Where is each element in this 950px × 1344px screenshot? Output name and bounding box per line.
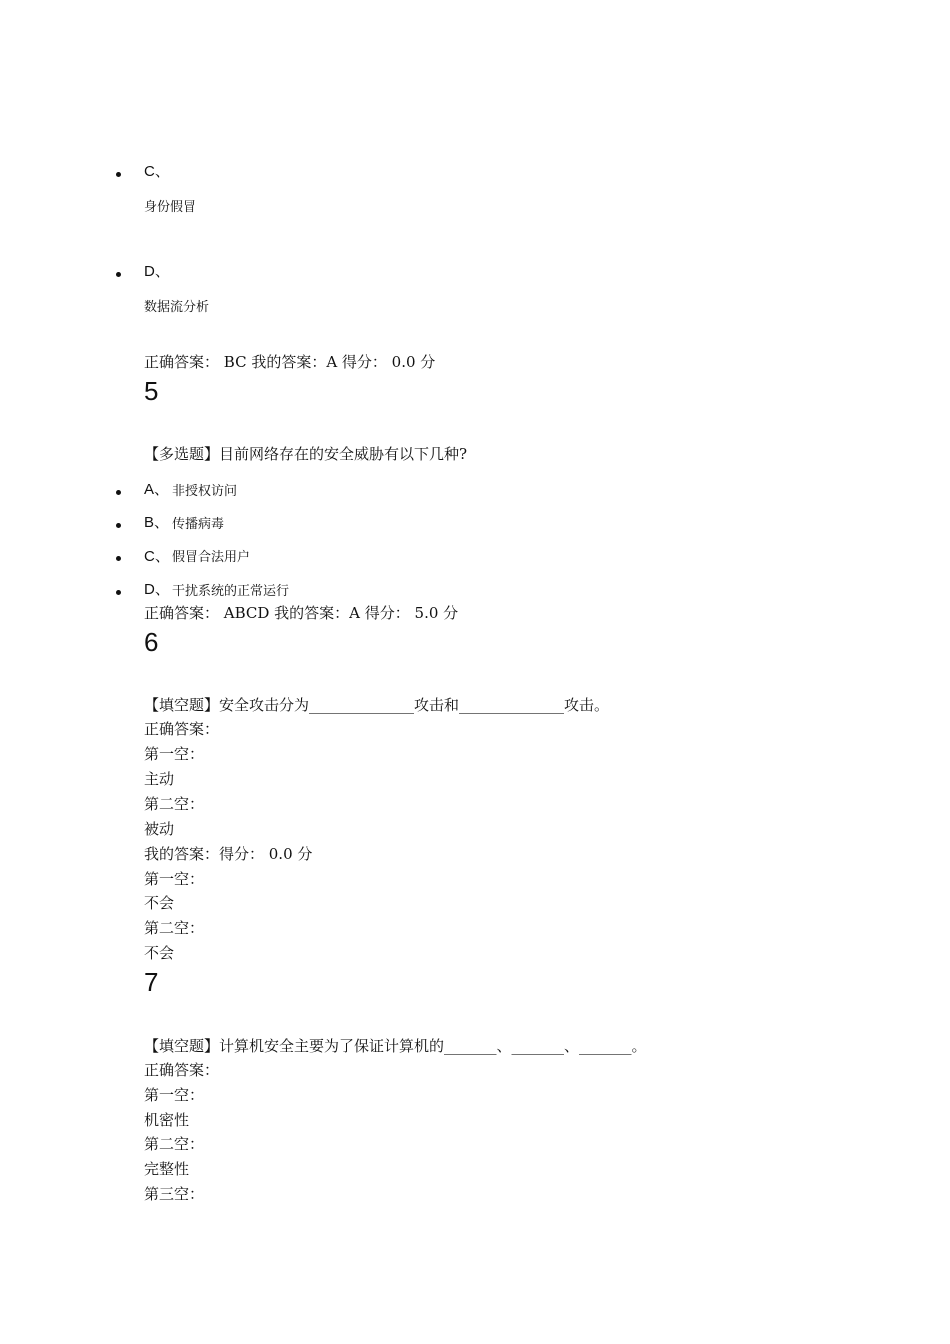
question-number: 5: [144, 376, 159, 406]
option-text: 假冒合法用户: [172, 550, 251, 565]
answer-line: 正确答案：: [144, 1061, 220, 1079]
blank-label: 第一空：: [144, 1086, 205, 1104]
question-text: 【填空题】安全攻击分为______________攻击和______________攻击。: [144, 696, 610, 714]
blank-label: 第二空：: [144, 1135, 205, 1153]
blank-label: 第二空：: [144, 919, 205, 937]
blank-value: 完整性: [144, 1160, 190, 1178]
option-letter: D、: [144, 581, 170, 598]
blank-value: 被动: [144, 820, 175, 838]
blank-value: 不会: [144, 894, 175, 912]
blank-value: 主动: [144, 770, 175, 788]
option-text: 非授权访问: [172, 484, 238, 499]
list-bullet: [116, 523, 121, 528]
blank-value: 不会: [144, 944, 175, 962]
option-letter: A、: [144, 481, 170, 498]
blank-label: 第一空：: [144, 745, 205, 763]
question-number: 7: [144, 967, 159, 997]
option-letter: D、: [144, 263, 170, 280]
blank-label: 第一空：: [144, 870, 205, 888]
option-text: 传播病毒: [172, 517, 225, 532]
answer-line: 我的答案：得分： 0.0 分: [144, 845, 313, 863]
list-bullet: [116, 172, 121, 177]
option-letter: C、: [144, 548, 170, 565]
blank-label: 第三空：: [144, 1185, 205, 1203]
option-letter: B、: [144, 514, 170, 531]
option-letter: C、: [144, 163, 170, 180]
answer-line: 正确答案： BC 我的答案：A 得分： 0.0 分: [144, 353, 436, 371]
answer-line: 正确答案：: [144, 720, 220, 738]
list-bullet: [116, 490, 121, 495]
question-text: 【填空题】计算机安全主要为了保证计算机的_______、_______、_______。: [144, 1037, 647, 1055]
answer-line: 正确答案： ABCD 我的答案：A 得分： 5.0 分: [144, 604, 459, 622]
blank-label: 第二空：: [144, 795, 205, 813]
question-text: 【多选题】目前网络存在的安全威胁有以下几种?: [144, 445, 468, 463]
list-bullet: [116, 590, 121, 595]
blank-value: 机密性: [144, 1111, 190, 1129]
list-bullet: [116, 556, 121, 561]
option-text: 数据流分析: [144, 300, 210, 315]
option-text: 干扰系统的正常运行: [172, 584, 290, 599]
option-text: 身份假冒: [144, 200, 197, 215]
list-bullet: [116, 272, 121, 277]
question-number: 6: [144, 627, 159, 657]
